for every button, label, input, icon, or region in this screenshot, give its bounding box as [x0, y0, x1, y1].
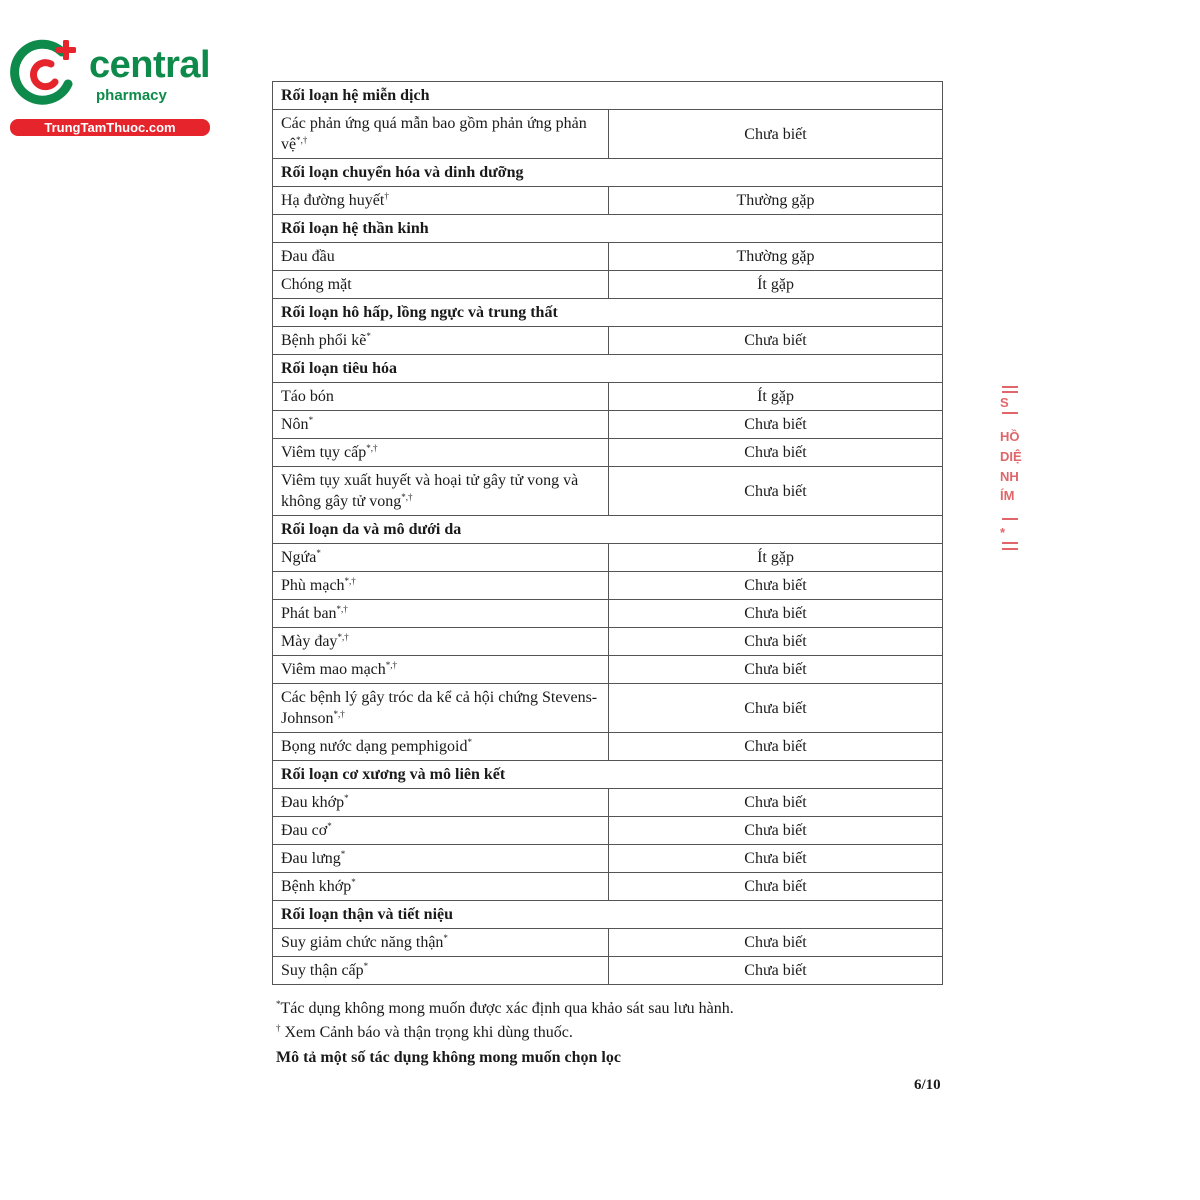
table-row: [273, 628, 943, 656]
effect-cell: [273, 957, 609, 985]
frequency-cell: Chưa biết: [609, 628, 943, 656]
effect-cell: [273, 572, 609, 600]
adverse-effects-table: [272, 81, 943, 985]
stamp-text: S: [1000, 395, 1009, 410]
red-stamp: [996, 380, 1026, 560]
effect-name: Viêm mao mạch: [281, 661, 386, 678]
table-row: [273, 327, 943, 355]
effect-cell: [273, 600, 609, 628]
frequency-cell: Chưa biết: [609, 789, 943, 817]
category-heading: Rối loạn tiêu hóa: [273, 355, 943, 383]
footnote-mark: *: [351, 877, 356, 887]
frequency-cell: Chưa biết: [609, 327, 943, 355]
effect-cell: [273, 845, 609, 873]
table-row: [273, 439, 943, 467]
effect-name: Đau lưng: [281, 850, 341, 867]
frequency-cell: Chưa biết: [609, 957, 943, 985]
table-row: [273, 929, 943, 957]
effect-cell: [273, 789, 609, 817]
footnote-mark: *: [467, 737, 472, 747]
stamp-line: [1002, 386, 1018, 388]
brand-name: central: [89, 44, 211, 86]
footnote-mark: *,†: [344, 576, 356, 586]
frequency-cell: Chưa biết: [609, 873, 943, 901]
effect-cell: [273, 110, 609, 159]
effect-name: Đau khớp: [281, 794, 345, 811]
footnote-warning: [276, 1024, 573, 1042]
stamp-text: *: [1000, 525, 1006, 540]
frequency-cell: Chưa biết: [609, 110, 943, 159]
brand-subtitle: pharmacy: [96, 87, 167, 104]
footnote-mark: *: [327, 821, 332, 831]
effect-cell: [273, 656, 609, 684]
effect-name: Viêm tụy xuất huyết và hoại tử gây tử vong và không gây tử vong: [281, 472, 579, 510]
table-row: [273, 187, 943, 215]
footnote-postmarketing: [276, 1000, 734, 1018]
frequency-cell: Chưa biết: [609, 572, 943, 600]
frequency-cell: Ít gặp: [609, 383, 943, 411]
frequency-cell: Chưa biết: [609, 656, 943, 684]
category-row: [273, 159, 943, 187]
frequency-cell: Chưa biết: [609, 733, 943, 761]
effect-cell: [273, 243, 609, 271]
stamp-line: [1002, 542, 1018, 544]
table-row: [273, 873, 943, 901]
table-row: [273, 467, 943, 516]
brand-url[interactable]: TrungTamThuoc.com: [10, 119, 210, 136]
category-heading: Rối loạn hệ miễn dịch: [273, 82, 943, 110]
effect-name: Suy thận cấp: [281, 962, 364, 979]
effect-cell: [273, 271, 609, 299]
effect-name: Chóng mặt: [281, 276, 352, 293]
footnote-mark: *: [340, 849, 346, 859]
footnote-mark: *: [363, 961, 369, 971]
footnote-text: Tác dụng không mong muốn được xác định qua khảo sát sau lưu hành.: [280, 1000, 734, 1017]
category-row: [273, 516, 943, 544]
stamp-line: [1002, 548, 1018, 550]
effect-cell: [273, 628, 609, 656]
footnote-mark: *: [344, 793, 349, 803]
category-heading: Rối loạn thận và tiết niệu: [273, 901, 943, 929]
category-heading: Rối loạn chuyển hóa và dinh dưỡng: [273, 159, 943, 187]
footnote-mark: *,†: [336, 604, 348, 614]
effect-name: Các phản ứng quá mẫn bao gồm phản ứng phản vệ: [281, 115, 587, 153]
table-row: [273, 544, 943, 572]
frequency-cell: Thường gặp: [609, 243, 943, 271]
brand-logo[interactable]: [10, 38, 215, 138]
frequency-cell: Chưa biết: [609, 684, 943, 733]
category-heading: Rối loạn cơ xương và mô liên kết: [273, 761, 943, 789]
footnote-mark: *,†: [333, 709, 345, 719]
category-heading: Rối loạn hô hấp, lồng ngực và trung thất: [273, 299, 943, 327]
footnote-mark: *,†: [337, 632, 349, 642]
category-row: [273, 355, 943, 383]
footnote-mark: †: [276, 1023, 281, 1033]
central-pharmacy-logo-icon: [10, 38, 80, 108]
table-row: [273, 684, 943, 733]
effect-name: Nôn: [281, 416, 309, 433]
frequency-cell: Chưa biết: [609, 439, 943, 467]
section-subheading: Mô tả một số tác dụng không mong muốn chọn lọc: [276, 1049, 621, 1066]
table-row: [273, 845, 943, 873]
frequency-cell: Chưa biết: [609, 817, 943, 845]
effect-name: Mày đay: [281, 633, 338, 650]
stamp-line: [1002, 391, 1018, 393]
effect-cell: [273, 733, 609, 761]
effect-cell: [273, 327, 609, 355]
table-row: [273, 243, 943, 271]
effect-name: Bọng nước dạng pemphigoid: [281, 738, 468, 755]
table-row: [273, 733, 943, 761]
stamp-text: ÍM: [1000, 488, 1015, 503]
frequency-cell: Chưa biết: [609, 600, 943, 628]
table-row: [273, 383, 943, 411]
effect-name: Viêm tụy cấp: [281, 444, 367, 461]
stamp-text: DIỆ: [1000, 449, 1022, 464]
frequency-cell: Chưa biết: [609, 411, 943, 439]
frequency-cell: Ít gặp: [609, 544, 943, 572]
footnote-mark: *: [276, 999, 281, 1009]
footnote-mark: *: [308, 415, 314, 425]
effect-cell: [273, 411, 609, 439]
footnote-mark: *: [366, 331, 371, 341]
category-heading: Rối loạn da và mô dưới da: [273, 516, 943, 544]
stamp-line: [1002, 412, 1018, 414]
footnote-mark: *: [443, 933, 448, 943]
effect-name: Bệnh khớp: [281, 878, 352, 895]
footnote-mark: *,†: [366, 443, 378, 453]
category-row: [273, 215, 943, 243]
effect-name: Táo bón: [281, 388, 334, 405]
category-row: [273, 901, 943, 929]
table-row: [273, 656, 943, 684]
effect-cell: [273, 439, 609, 467]
page-number: 6/10: [914, 1077, 941, 1093]
frequency-cell: Thường gặp: [609, 187, 943, 215]
footnote-mark: *,†: [296, 135, 308, 145]
footnote-mark: †: [384, 191, 389, 201]
footnote-mark: *,†: [385, 660, 398, 670]
effect-name: Đau cơ: [281, 822, 328, 839]
effect-cell: [273, 684, 609, 733]
category-row: [273, 299, 943, 327]
frequency-cell: Chưa biết: [609, 845, 943, 873]
effect-cell: [273, 467, 609, 516]
effect-cell: [273, 187, 609, 215]
effect-cell: [273, 929, 609, 957]
stamp-text: HỒ: [1000, 429, 1020, 444]
table-row: [273, 271, 943, 299]
frequency-cell: Ít gặp: [609, 271, 943, 299]
stamp-text: NH: [1000, 469, 1019, 484]
effect-name: Phát ban: [281, 605, 337, 622]
effect-name: Đau đầu: [281, 248, 335, 265]
table-row: [273, 957, 943, 985]
effect-name: Hạ đường huyết: [281, 192, 385, 209]
category-row: [273, 82, 943, 110]
stamp-line: [1002, 518, 1018, 520]
category-row: [273, 761, 943, 789]
frequency-cell: Chưa biết: [609, 929, 943, 957]
effect-name: Các bệnh lý gây tróc da kể cả hội chứng Stevens-Johnson: [281, 689, 598, 727]
effect-cell: [273, 383, 609, 411]
effect-name: Bệnh phổi kẽ: [281, 332, 367, 349]
effect-cell: [273, 544, 609, 572]
effect-name: Ngứa: [281, 549, 317, 566]
footnote-mark: *,†: [401, 492, 413, 502]
table-row: [273, 817, 943, 845]
category-heading: Rối loạn hệ thần kinh: [273, 215, 943, 243]
effect-cell: [273, 873, 609, 901]
table-row: [273, 572, 943, 600]
footnote-text: Xem Cảnh báo và thận trọng khi dùng thuốc.: [280, 1024, 573, 1041]
frequency-cell: Chưa biết: [609, 467, 943, 516]
footnote-mark: *: [316, 548, 321, 558]
table-row: [273, 789, 943, 817]
effect-name: Phù mạch: [281, 577, 345, 594]
table-row: [273, 411, 943, 439]
table-row: [273, 600, 943, 628]
effect-name: Suy giảm chức năng thận: [281, 934, 444, 951]
effect-cell: [273, 817, 609, 845]
table-row: [273, 110, 943, 159]
